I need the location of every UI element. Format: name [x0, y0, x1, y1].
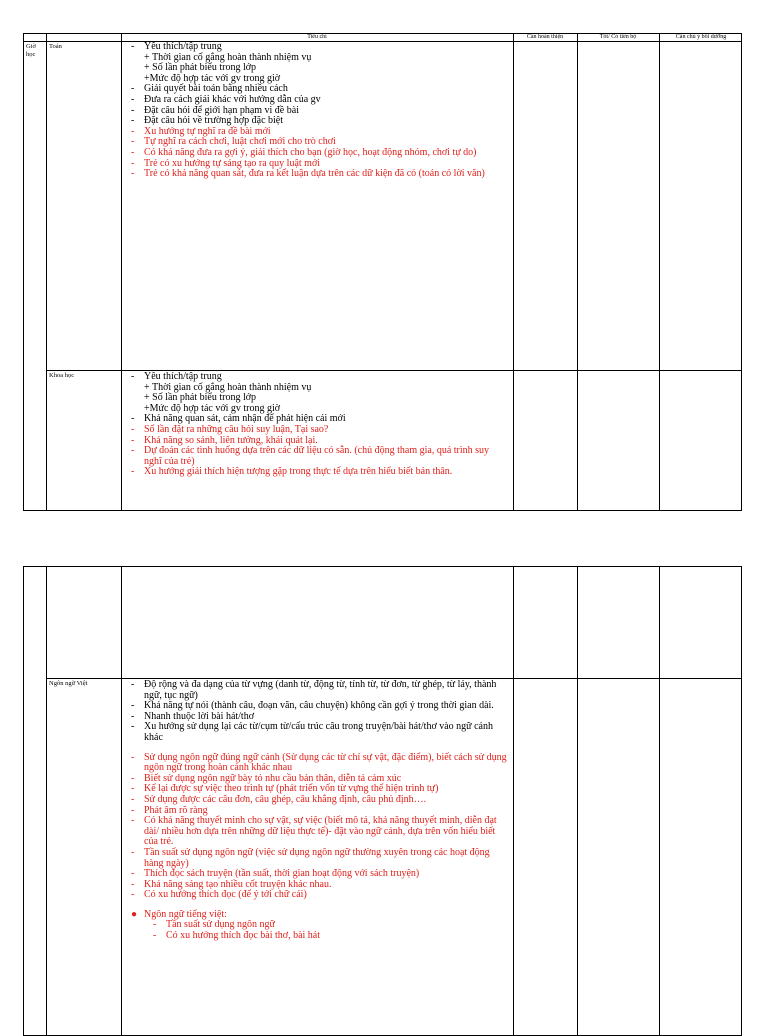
criteria-item — [131, 446, 509, 467]
bullet-dash: - — [131, 423, 135, 435]
bullet-dash: - — [131, 878, 135, 890]
criteria-text: + Số lần phát biểu trong lớp — [144, 392, 257, 404]
criteria-text: Dự đoán các tình huống dựa trên các dữ liệu có sẵn. (chủ động tham gia, quá trình suy nghĩ của trẻ) — [144, 445, 490, 467]
criteria-item — [131, 848, 509, 869]
criteria-text: Ngôn ngữ tiếng việt: — [144, 908, 227, 920]
criteria-text: Yêu thích/tập trung — [144, 41, 222, 52]
science-criteria-list — [131, 372, 509, 478]
bullet-dash: - — [131, 136, 135, 148]
criteria-table-1 — [23, 33, 742, 511]
criteria-text: Khả năng sáng tạo nhiều cốt truyện khác nhau. — [144, 878, 332, 890]
criteria-text: Xu hướng tự nghĩ ra đề bài mới — [144, 125, 271, 137]
subject-label-math: Toán — [49, 43, 62, 50]
criteria-text: Phát âm rõ ràng — [144, 804, 208, 816]
criteria-text: Khả năng tự nói (thành câu, đoạn văn, câu chuyện) không cần gợi ý trong thời gian dài. — [144, 700, 494, 712]
criteria-text: +Mức độ hợp tác với gv trong giờ — [144, 72, 281, 84]
bullet-dash: - — [131, 868, 135, 880]
bullet-dash: - — [131, 710, 135, 722]
vietnamese-criteria-list — [131, 680, 509, 942]
criteria-text: Khả năng so sánh, liên tưởng, khái quát lại. — [144, 434, 318, 446]
bullet-dash: - — [131, 466, 135, 478]
criteria-item — [131, 680, 509, 701]
bullet-dash: - — [131, 804, 135, 816]
criteria-text: Tần suất sử dụng ngôn ngữ — [166, 919, 275, 931]
bullet-dash: - — [131, 793, 135, 805]
bullet-dash: - — [153, 919, 157, 931]
criteria-text: + Số lần phát biểu trong lớp — [144, 62, 257, 74]
criteria-item — [131, 169, 509, 180]
criteria-table-2 — [23, 566, 742, 1036]
criteria-text: Xu hướng giải thích hiện tượng gặp trong thực tế dựa trên hiểu biết bản thân. — [144, 466, 453, 478]
subject-label-science: Khoa học — [49, 372, 75, 379]
bullet-dash: - — [131, 125, 135, 137]
criteria-item — [153, 931, 509, 942]
bullet-dash: - — [131, 783, 135, 795]
criteria-text: Trẻ có xu hướng tự sáng tạo ra quy luật mới — [144, 157, 321, 169]
criteria-item — [131, 722, 509, 743]
bullet-dash: - — [131, 41, 135, 52]
criteria-text: Tự nghĩ ra cách chơi, luật chơi mới cho trò chơi — [144, 136, 336, 148]
subject-label-vietnamese: Ngôn ngữ Việt — [49, 680, 88, 687]
header-needs-improvement: Cần hoàn thiện — [526, 34, 564, 40]
criteria-text: Sử dụng được các câu đơn, câu ghép, câu khẳng định, câu phủ định…. — [144, 793, 427, 805]
criteria-text: Khả năng quan sát, cảm nhận để phát hiện cái mới — [144, 413, 346, 425]
criteria-text: Đặt câu hỏi để giới hạn phạm vi đề bài — [144, 104, 299, 116]
criteria-text: Có xu hướng thích đọc (để ý tới chữ cái) — [144, 889, 307, 901]
criteria-text: Kể lại được sự việc theo trình tự (phát triển vốn từ vựng thể hiện trình tự) — [144, 783, 439, 795]
bullet-dash: - — [131, 889, 135, 901]
bullet-dash: - — [131, 83, 135, 95]
header-notes: Cần chú ý bồi dưỡng — [675, 34, 727, 40]
bullet-dash: - — [131, 146, 135, 158]
criteria-text: Thích đọc sách truyện (tần suất, thời gian hoạt động với sách truyện) — [144, 868, 420, 880]
bullet-dash: - — [131, 434, 135, 446]
criteria-text: Yêu thích/tập trung — [144, 371, 222, 382]
bullet-dot-icon: ● — [131, 908, 138, 920]
period-label: Giờ học — [26, 43, 36, 58]
bullet-dash: - — [131, 168, 135, 180]
bullet-dash: - — [131, 815, 135, 827]
bullet-dash: - — [131, 371, 135, 382]
header-criteria: Tiêu chí — [307, 34, 327, 40]
bullet-dash: - — [131, 721, 135, 733]
criteria-text: Xu hướng sử dụng lại các từ/cụm từ/cấu trúc câu trong truyện/bài hát/thơ vào ngữ cảnh khác — [144, 721, 493, 743]
criteria-text: Đặt câu hỏi về trường hợp đặc biệt — [144, 115, 284, 127]
bullet-dash: - — [131, 700, 135, 712]
criteria-text: + Thời gian cố gắng hoàn thành nhiệm vụ — [144, 51, 312, 63]
bullet-dash: - — [131, 772, 135, 784]
math-criteria-list — [131, 42, 509, 180]
criteria-text: Tần suất sử dụng ngôn ngữ (việc sử dụng ngôn ngữ thường xuyên trong các hoạt động hàng ngày) — [144, 846, 490, 869]
bullet-dash: - — [131, 751, 135, 763]
criteria-text: Có khả năng thuyết minh cho sự vật, sự việc (biết mô tả, khả năng thuyết minh, diễn đạt dài/ nhiều hơn dựa trên những dữ liệu thực tế)- đặt vào ngữ cảnh, dựa trên vốn hiểu biết của trẻ. — [144, 815, 497, 848]
criteria-item — [131, 467, 509, 478]
criteria-item — [131, 890, 509, 901]
header-good-progress: Tốt/ Có tiến bộ — [599, 34, 637, 40]
bullet-dash: - — [131, 413, 135, 425]
criteria-text: Nhanh thuộc lời bài hát/thơ — [144, 710, 254, 722]
criteria-text: Đưa ra cách giải khác với hướng dẫn của gv — [144, 93, 321, 105]
bullet-dash: - — [131, 157, 135, 169]
criteria-text: Có khả năng đưa ra gợi ý, giải thích cho bạn (giờ học, hoạt động nhóm, chơi tự do) — [144, 146, 477, 158]
criteria-text: Độ rộng và đa dạng của từ vựng (danh từ, động từ, tính từ, từ đơn, từ ghép, từ láy, thành ngữ, tục ngữ) — [144, 679, 497, 701]
criteria-text: Có xu hướng thích đọc bài thơ, bài hát — [166, 930, 321, 942]
criteria-text: Biết sử dụng ngôn ngữ bày tỏ nhu cầu bản thân, diễn tả cảm xúc — [144, 772, 402, 784]
bullet-dash: - — [131, 93, 135, 105]
bullet-dash: - — [131, 445, 135, 457]
criteria-text: Giải quyết bài toán bằng nhiều cách — [144, 83, 288, 95]
criteria-text: Số lần đặt ra những câu hỏi suy luận, Tại sao? — [144, 423, 329, 435]
bullet-dash: - — [153, 930, 157, 942]
bullet-dash: - — [131, 679, 135, 690]
criteria-text: Sử dụng ngôn ngữ đúng ngữ cảnh (Sử dụng các từ chỉ sự vật, đặc điểm), biết cách sử dụng ngôn ngữ trong hoàn cảnh khác nhau — [144, 751, 507, 774]
criteria-item — [131, 753, 509, 774]
criteria-text: + Thời gian cố gắng hoàn thành nhiệm vụ — [144, 381, 312, 393]
bullet-dash: - — [131, 846, 135, 858]
bullet-dash: - — [131, 115, 135, 127]
criteria-text: Trẻ có khả năng quan sát, đưa ra kết luận dựa trên các dữ kiện đã có (toán có lời văn) — [144, 168, 485, 180]
criteria-item — [131, 816, 509, 848]
criteria-text: +Mức độ hợp tác với gv trong giờ — [144, 402, 281, 414]
bullet-dash: - — [131, 104, 135, 116]
